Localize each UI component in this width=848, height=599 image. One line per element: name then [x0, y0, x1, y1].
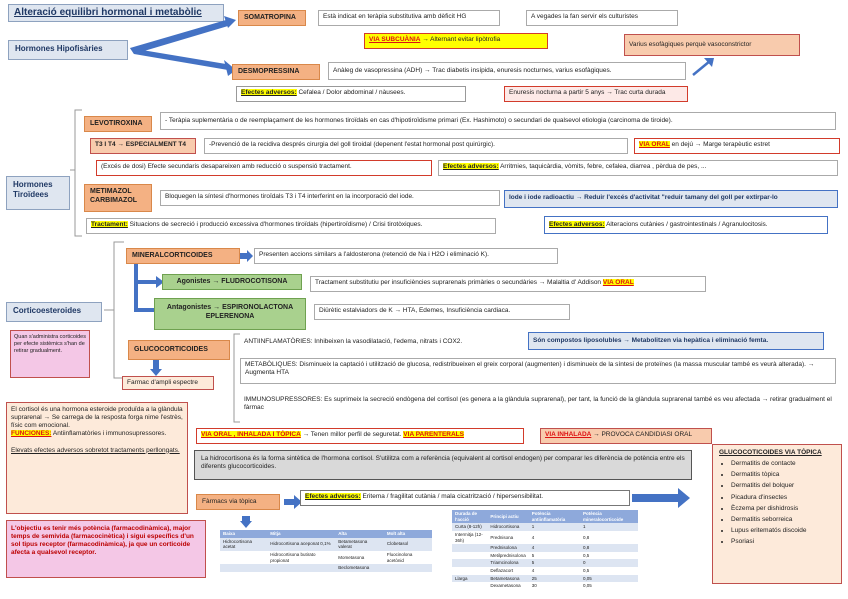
list-item: • Picadura d'insectes — [731, 494, 835, 502]
cort-side-note: Quan s'administra corticoides per efecte sistèmics s'han de retirar gradualment. — [10, 330, 90, 378]
table-row — [452, 531, 638, 544]
glucocorticoides-box: GLUCOCORTICOIDES — [128, 340, 230, 360]
somatropina-box: SOMATROPINA — [238, 10, 306, 26]
funcions-text: Antiinflamatòries i immunosupressores. — [52, 430, 167, 438]
levo-via-oral-label: VIA ORAL — [639, 141, 670, 148]
metimazol-desc: Bloquegen la síntesi d'hormones tiroïdals T3 i T4 interferint en la incorporació del iode. — [160, 190, 500, 206]
hidrocortisona-box: La hidrocortisona és la forma sintètica de l'hormona cortisol. S'utilitza com a referència (equivalent al cortisol endogen) per comparar les diferència de potència entre els diferents glucocorticoides. — [194, 450, 692, 480]
cell — [220, 551, 267, 564]
cell: Beclometasona — [338, 565, 370, 571]
cell: Intermitja (12-36h) — [455, 531, 483, 543]
th-pot-miner: Potència mineralocorticoide — [582, 511, 624, 522]
desmo-arrow-up — [690, 56, 716, 78]
durada-potencia-table — [452, 510, 638, 590]
mineralcorticoides-box: MINERALCORTICOIDES — [126, 248, 240, 264]
cell — [452, 567, 487, 575]
topica-efectes-label: Efectes adversos: — [305, 493, 361, 500]
desmo-efectes-label: Efectes adversos: — [241, 89, 297, 96]
via-subcutania-label: VIA SUBCUÀNIA — [369, 36, 421, 43]
via-oral-inh-rest: → Tenen millor perfil de seguretat. — [302, 431, 402, 438]
th-durada: Durada de l'acció — [455, 511, 478, 522]
desmo-efectes — [236, 86, 466, 102]
cell — [220, 564, 267, 572]
cell — [452, 552, 487, 560]
cell: Curta (8-12h) — [455, 524, 482, 530]
agonistes-desc — [310, 276, 706, 292]
somatropina-desc: Està indicat en teràpia substitutiva amb dèficit HG — [318, 10, 500, 26]
th-pot-antiinf: Potència antiinflamatòria — [531, 511, 566, 522]
antagonistes-desc: Diürètic estalviadors de K → HTA, Edemes, Insuficiència cardiaca. — [314, 304, 570, 320]
levotiroxina-desc: - Teràpia suplementària o de reemplaçament de les hormones tiroïdals en cas d'hipotiroïdisme primari (Ex. Hashimoto) o secundari de qualsevol etiologia (carcinoma de tiroide). — [160, 112, 836, 130]
elevats-text: Elevats efectes adversos sobretot tractaments perllongats. — [11, 446, 180, 454]
cortisol-text: El cortisol és una hormona esteroide produïda a la glàndula suprarenal → Se carrega de la resposta forga nime l'estrès, físic com emocional. — [11, 406, 183, 430]
levotiroxina-box: LEVOTIROXINA — [84, 116, 152, 132]
list-item: • Èczema per dishidrosis — [731, 505, 835, 513]
meti-efectes — [544, 216, 828, 234]
topica-efectes — [300, 490, 630, 506]
cell: Hidrocortisona — [490, 524, 520, 530]
gluco-topica-title: GLUCOCOTICOIDES VIA TÒPICA — [719, 449, 822, 456]
iode-box: Iode i iode radioactiu → Reduir l'excés d'activitat "reduir tamany del goll per extirpar-lo — [504, 190, 838, 208]
levo-efectes-label: Efectes adversos: — [443, 163, 499, 170]
cell: 4 — [531, 568, 535, 573]
via-inhalada-label: VIA INHALADA — [545, 431, 592, 438]
funcions-line — [11, 430, 183, 438]
th-baixa: Baixa — [223, 531, 236, 536]
cell: 0 — [582, 560, 586, 566]
cell: 0,5 — [582, 552, 590, 558]
list-item: • Dermatitis seborreica — [731, 516, 835, 524]
list-item: • Dermatitis del bolquer — [731, 482, 835, 490]
table-arrow-down — [240, 516, 252, 528]
cell: Prednisolona — [490, 545, 517, 551]
immunosupressores: IMMUNOSUPRESSORES: Es suprimeix la secreció endògena del cortisol (es genera a la glàndula suprarenal), per tant, la funció de la glàndula suprarenal també es veu afectada → retirar gradualment el fàrmac — [240, 394, 836, 418]
cell — [384, 564, 432, 572]
hip-arrows — [128, 14, 238, 84]
cell: Triamcinolona — [490, 560, 519, 566]
page-title: Alteració equilibri hormonal i metabòlic — [8, 4, 224, 22]
metaboliques: METABÒLIQUES: Disminueix la captació i utilització de glucosa, redistribueixen el greix corporal (augmenten) i disminueix de la síntesi de proteïnes (la massa muscular també es veurà alterada). → Augmenta HTA — [240, 358, 836, 384]
cell: 0,5 — [582, 568, 590, 573]
cell: 0,8 — [582, 545, 590, 551]
miner-arrow — [240, 250, 254, 262]
cell: Fluocinolona acetònid — [386, 551, 413, 563]
table-row — [452, 552, 638, 560]
topica-efectes-text: Eritema / fragilitat cutània / mala cicatrització / hipersensibilitat. — [362, 493, 544, 500]
tractament-label: Tractament: — [91, 221, 128, 228]
cell: 0,05 — [582, 575, 592, 581]
cell: Deflazacort — [490, 568, 514, 573]
via-parenterals: VIA PARENTERALS — [403, 431, 464, 438]
tractament-text: Situacions de secreció i producció excessiva d'hormones tiroïdals (hipertiroïdisme) / Crisi tirotòxiques. — [129, 221, 423, 228]
funcions-label: FUNCIONES: — [11, 430, 52, 438]
cell — [267, 564, 335, 572]
cell: 0,05 — [582, 583, 592, 589]
agonistes-desc-text: Tractament substitutiu per insuficiències suprarenals primàries o secundàries → Malaltia d' Addison — [315, 279, 602, 286]
table-row — [452, 582, 638, 590]
metimazol-box: METIMAZOL CARBIMAZOL — [84, 184, 152, 212]
excess-dosi: (Excés de dosi) Efecte secundaris desapareixen amb reducció o suspensió tractament. — [96, 160, 432, 176]
topica-potency-table — [220, 530, 432, 572]
cell — [452, 544, 487, 552]
levo-via-oral-rest: en dejú → Marge terapèutic estret — [671, 141, 770, 148]
list-item: • Dermatitis de contacte — [731, 460, 835, 468]
meti-efectes-text: Alteracions cutànies / gastrointestinals / Agranulocitosis. — [606, 221, 768, 228]
cell: 1 — [531, 524, 535, 530]
levo-efectes — [438, 160, 838, 176]
list-item: • Psoriasi — [731, 538, 835, 546]
table-row — [452, 567, 638, 575]
list-item: • Lupus eritematós discoide — [731, 527, 835, 535]
table-row — [452, 544, 638, 552]
objectiu-box: L'objectiu es tenir més potència (farmacodinàmica), major temps de semivida (farmacocinètica) i sigui específics d'un sol tipus receptor (farmacodinàmica), ja que un corticoide afecta a qualsevol receptor. — [6, 520, 206, 578]
desmopressina-desc: Anàleg de vasopressina (ADH) → Trac diabetis insípida, enuresis nocturnes, varius esofàgiques. — [328, 62, 686, 80]
cell — [452, 559, 487, 567]
via-subcutania-box — [364, 33, 548, 49]
hormones-tiroidees-label: Hormones Tiroïdees — [6, 176, 70, 210]
via-inhalada-rest: → PROVOCA CANDIDIASI ORAL — [593, 431, 693, 438]
th-principi: Principi actiu — [490, 513, 519, 519]
tiroidees-bracket — [70, 108, 84, 238]
levo-efectes-text: Arritmies, taquicàrdia, vòmits, febre, cefalea, diarrea , pèrdua de pes, ... — [500, 163, 707, 170]
cell: Hidrocortisona aceponat 0,1% — [270, 541, 331, 547]
desmo-efectes-text: Cefalea / Dolor abdominal / nàusees. — [298, 89, 406, 96]
via-inhalada-box — [540, 428, 712, 444]
th-mitja: Mitja — [270, 531, 281, 536]
antiinflamatories: ANTIINFLAMATÒRIES: Inhibeixen la vasodilatació, l'edema, nitrats i COX2. — [240, 336, 512, 350]
th-molt-alta: Molt alta — [386, 531, 406, 536]
varius-box: Varius esofàgiques perquè vasoconstrictor — [624, 34, 800, 56]
table-row — [452, 523, 638, 531]
corticoesteroides-label: Corticoesteroides — [6, 302, 102, 322]
cort-bracket — [102, 240, 126, 380]
antagonistes-box: Antagonistes → ESPIRONOLACTONA EPLERENONA — [154, 298, 306, 330]
gluco-topica-list — [719, 460, 835, 546]
cell: 5 — [531, 552, 535, 558]
t3t4-desc: -Prevenció de la recidiva després cirurgia del goll tiroidal (depenent l'estat hormonal post quirúrgic). — [204, 138, 628, 154]
cortisol-info — [6, 402, 188, 514]
farmac-ampli: Farmac d'ampli espectre — [122, 376, 214, 390]
cell: 1 — [582, 524, 586, 530]
cell: Clobetasol — [386, 541, 409, 547]
table-row — [220, 538, 432, 551]
farmacs-topica-box: Fàrmacs via tòpica — [196, 494, 280, 510]
efectes-arrow-right — [632, 488, 692, 508]
desmopressina-box: DESMOPRESSINA — [232, 64, 320, 80]
cell: Hidrocortisona butirato propionat — [270, 551, 316, 563]
agonistes-via: VIA ORAL — [602, 279, 634, 286]
cell: Betametasona — [490, 575, 520, 581]
gluco-topica-box — [712, 444, 842, 584]
cell: 4 — [531, 534, 535, 540]
table-row — [220, 564, 432, 572]
cell: 5 — [531, 560, 535, 566]
cell: Prednisona — [490, 534, 514, 540]
t3t4-box: T3 I T4 → ESPECIALMENT T4 — [90, 138, 196, 154]
tractament-box — [86, 218, 496, 234]
cell: 25 — [531, 575, 537, 581]
gluco-arrow-down — [150, 360, 162, 376]
table-row — [452, 559, 638, 567]
table-row — [220, 551, 432, 564]
mineralcorticoides-desc: Presenten accions similars a l'aldosterona (retenció de Na i H2O i eliminació K). — [254, 248, 558, 264]
cell: 30 — [531, 583, 537, 589]
cell: Betametasona valerat — [338, 538, 368, 550]
liposolubles-box: Són compostos liposolubles → Metabolitzen via hepàtica i eliminació femta. — [528, 332, 824, 350]
somatropina-note: A vegades la fan servir els culturistes — [526, 10, 678, 26]
table-row — [452, 575, 638, 583]
cell: Metilprednisolona — [490, 552, 526, 558]
th-alta: Alta — [338, 531, 347, 536]
enuresis-box: Enuresis nocturna a partir 5 anys → Trac curta durada — [504, 86, 688, 102]
cell: 4 — [531, 545, 535, 551]
hormones-hipofisaries-label: Hormones Hipofisàries — [8, 40, 128, 60]
agonistes-box: Agonistes → FLUDROCOTISONA — [162, 274, 302, 290]
cell — [452, 582, 487, 590]
cell: Mometasona — [338, 554, 365, 560]
cell: Dexametasona — [490, 583, 521, 589]
levo-via-oral — [634, 138, 840, 154]
via-oral-inh-box — [196, 428, 524, 444]
via-subcutania-rest: → Alternant evitar lipòtrofia — [422, 36, 501, 43]
list-item: • Dermatitis tòpica — [731, 471, 835, 479]
meti-efectes-label: Efectes adversos: — [549, 221, 605, 228]
cell: Llarga — [455, 575, 468, 581]
cell: 0,8 — [582, 534, 590, 540]
via-oral-inh-label: VIA ORAL , INHALADA I TÒPICA — [201, 431, 301, 438]
cell: Hidrocortisona acetat — [223, 538, 253, 550]
